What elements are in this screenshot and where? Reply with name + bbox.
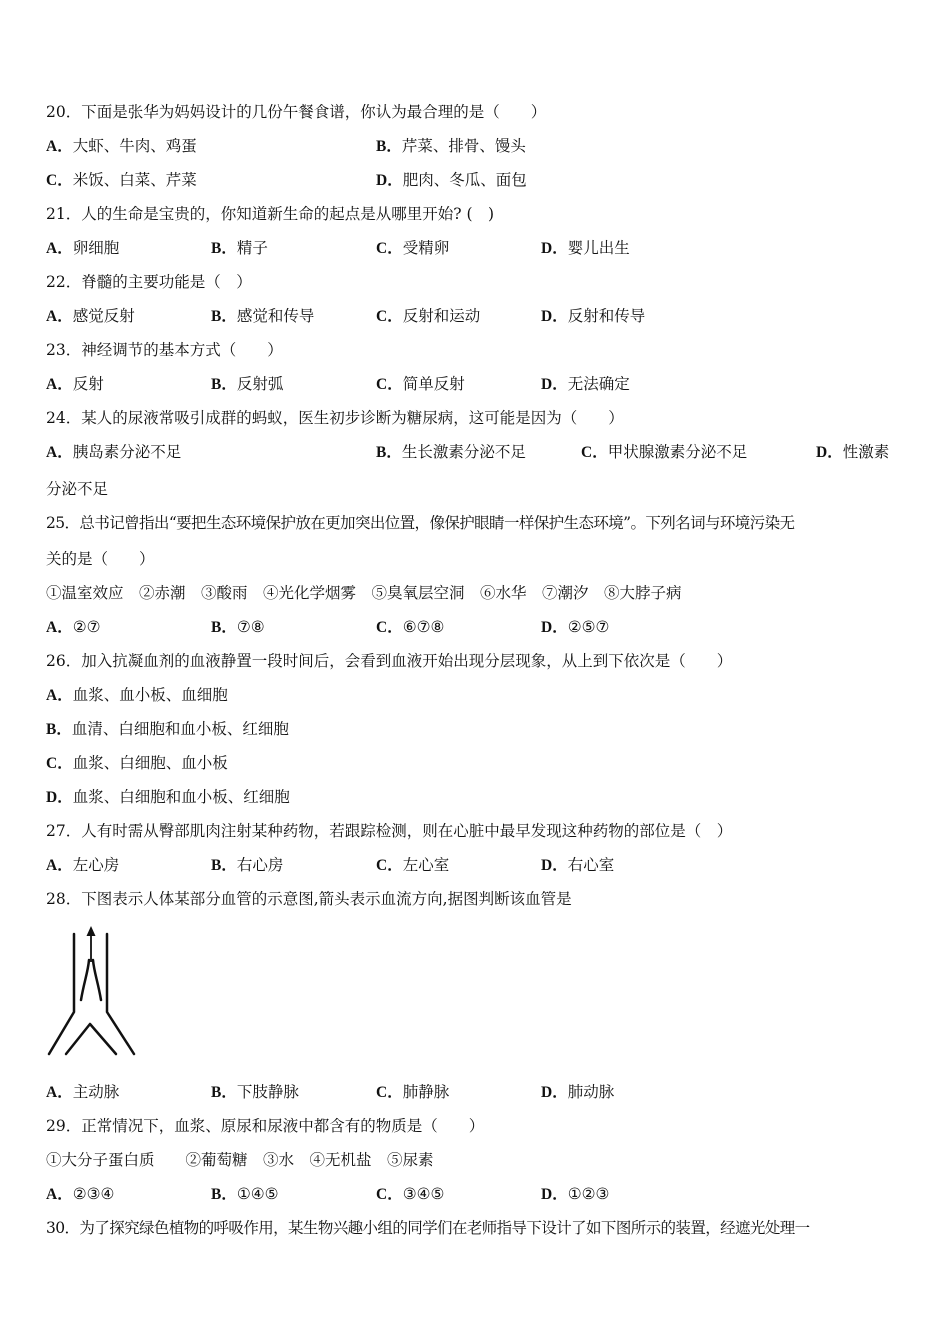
q20-option-a: A．大虾、牛肉、鸡蛋 [46, 137, 197, 155]
q20-stem: 20．下面是张华为妈妈设计的几份午餐食谱，你认为最合理的是（ ） [46, 103, 547, 121]
q26-option-c: C．血浆、白细胞、血小板 [46, 754, 228, 772]
q23-option-b: B．反射弧 [211, 375, 284, 393]
q26-option-d: D．血浆、白细胞和血小板、红细胞 [46, 788, 290, 806]
q25-items: ①温室效应 ②赤潮 ③酸雨 ④光化学烟雾 ⑤臭氧层空洞 ⑥水华 ⑦潮汐 ⑧大脖子病 [46, 584, 682, 602]
q22-option-b: B．感觉和传导 [211, 307, 315, 325]
q26-option-b: B．血清、白细胞和血小板、红细胞 [46, 720, 289, 738]
q23-option-a: A．反射 [46, 375, 104, 393]
q21-option-b: B．精子 [211, 239, 268, 257]
q27-option-c: C．左心室 [376, 856, 450, 874]
q25-option-c: C．⑥⑦⑧ [376, 618, 445, 636]
q25-stem-line2: 关的是（ ） [46, 550, 155, 568]
q25-option-b: B．⑦⑧ [211, 618, 265, 636]
q21-option-d: D．婴儿出生 [541, 239, 630, 257]
q27-option-a: A．左心房 [46, 856, 120, 874]
q29-option-b: B．①④⑤ [211, 1185, 279, 1203]
q29-option-c: C．③④⑤ [376, 1185, 445, 1203]
q22-option-c: C．反射和运动 [376, 307, 481, 325]
q28-stem: 28．下图表示人体某部分血管的示意图,箭头表示血流方向,据图判断该血管是 [46, 890, 572, 908]
q20-option-d: D．肥肉、冬瓜、面包 [376, 171, 527, 189]
q25-option-d: D．②⑤⑦ [541, 618, 610, 636]
q26-stem: 26．加入抗凝血剂的血液静置一段时间后，会看到血液开始出现分层现象，从上到下依次是（ ） [46, 652, 733, 670]
q25-option-a: A．②⑦ [46, 618, 101, 636]
q20-option-b: B．芹菜、排骨、馒头 [376, 137, 526, 155]
q23-stem: 23．神经调节的基本方式（ ） [46, 341, 283, 359]
q24-option-b: B．生长激素分泌不足 [376, 443, 526, 461]
q28-option-a: A．主动脉 [46, 1083, 120, 1101]
q25-stem-line1: 25．总书记曾指出“要把生态环境保护放在更加突出位置，像保护眼睛一样保护生态环境”。下列名词与环境污染无 [46, 514, 795, 532]
q22-option-a: A．感觉反射 [46, 307, 135, 325]
q28-option-d: D．肺动脉 [541, 1083, 615, 1101]
blood-vessel-diagram [44, 922, 144, 1062]
q23-option-d: D．无法确定 [541, 375, 630, 393]
q24-option-c: C．甲状腺激素分泌不足 [581, 443, 748, 461]
q29-items: ①大分子蛋白质 ②葡萄糖 ③水 ④无机盐 ⑤尿素 [46, 1151, 434, 1169]
q24-stem: 24．某人的尿液常吸引成群的蚂蚁，医生初步诊断为糖尿病，这可能是因为（ ） [46, 409, 624, 427]
q24-option-a: A．胰岛素分泌不足 [46, 443, 182, 461]
q24-option-d: D．性激素 [816, 443, 890, 461]
q21-option-a: A．卵细胞 [46, 239, 120, 257]
q20-option-c: C．米饭、白菜、芹菜 [46, 171, 197, 189]
q22-option-d: D．反射和传导 [541, 307, 646, 325]
q22-stem: 22．脊髓的主要功能是（ ） [46, 273, 252, 291]
q28-option-c: C．肺静脉 [376, 1083, 450, 1101]
q24-continuation: 分泌不足 [46, 480, 109, 498]
q27-option-b: B．右心房 [211, 856, 284, 874]
q21-stem: 21．人的生命是宝贵的，你知道新生命的起点是从哪里开始? ( ) [46, 205, 495, 223]
q29-stem: 29．正常情况下，血浆、原尿和尿液中都含有的物质是（ ） [46, 1117, 485, 1135]
q28-option-b: B．下肢静脉 [211, 1083, 299, 1101]
q29-option-a: A．②③④ [46, 1185, 115, 1203]
q23-option-c: C．简单反射 [376, 375, 465, 393]
q29-option-d: D．①②③ [541, 1185, 610, 1203]
q27-option-d: D．右心室 [541, 856, 615, 874]
q26-option-a: A．血浆、血小板、血细胞 [46, 686, 228, 704]
q27-stem: 27．人有时需从臀部肌肉注射某种药物，若跟踪检测，则在心脏中最早发现这种药物的部位是（ ） [46, 822, 733, 840]
q30-stem: 30．为了探究绿色植物的呼吸作用，某生物兴趣小组的同学们在老师指导下设计了如下图所示的装置，经遮光处理一 [46, 1219, 810, 1237]
q21-option-c: C．受精卵 [376, 239, 450, 257]
